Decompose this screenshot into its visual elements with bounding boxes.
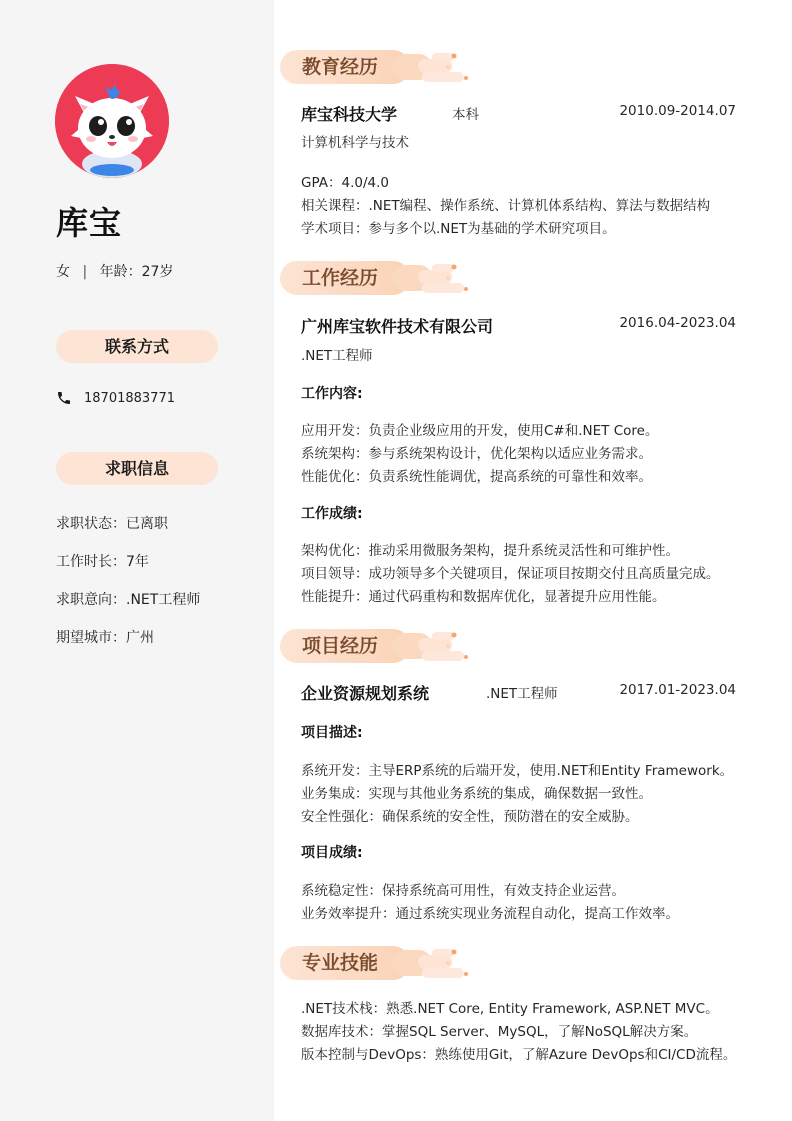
project-period: 2017.01-2023.04: [619, 682, 736, 698]
company-name: 广州库宝软件技术有限公司: [301, 317, 494, 336]
heading-decoration-icon: [392, 946, 482, 982]
project-result-item: 业务效率提升：通过系统实现业务流程自动化，提高工作效率。: [301, 906, 679, 922]
gender: 女: [56, 264, 70, 280]
work-heading: 工作经历: [280, 261, 410, 295]
education-section-header: [280, 50, 480, 84]
heading-decoration-icon: [392, 261, 482, 297]
sidebar: [0, 0, 274, 1121]
basic-info: [56, 261, 173, 281]
gpa: GPA：4.0/4.0: [301, 175, 389, 191]
work-result-item: 架构优化：推动采用微服务架构，提升系统灵活性和可维护性。: [301, 543, 679, 559]
project-result-item: 系统稳定性：保持系统高可用性，有效支持企业运营。: [301, 883, 625, 899]
contact-heading: 联系方式: [56, 330, 218, 363]
project-section-header: [280, 629, 480, 663]
school-name: 库宝科技大学: [301, 105, 398, 124]
job-status: 求职状态：已离职: [56, 516, 168, 532]
project-results-heading: 项目成绩:: [301, 845, 363, 861]
age: 年龄：27岁: [99, 264, 174, 280]
skill-item: 版本控制与DevOps：熟练使用Git，了解Azure DevOps和CI/CD流程。: [301, 1047, 737, 1063]
work-result-item: 性能提升：通过代码重构和数据库优化，显著提升应用性能。: [301, 589, 666, 605]
courses: 相关课程：.NET编程、操作系统、计算机体系结构、算法与数据结构: [301, 198, 711, 214]
skill-item: 数据库技术：掌握SQL Server、MySQL，了解NoSQL解决方案。: [301, 1024, 698, 1040]
phone-row: [56, 390, 175, 406]
project-desc-item: 系统开发：主导ERP系统的后端开发，使用.NET和Entity Framework。: [301, 763, 734, 779]
avatar: [55, 64, 169, 178]
project-role: .NET工程师: [486, 686, 558, 702]
cat-mascot-icon: [55, 64, 169, 178]
heading-decoration-icon: [392, 50, 482, 86]
major: 计算机科学与技术: [301, 135, 409, 151]
work-section-header: [280, 261, 480, 295]
work-role: .NET工程师: [301, 348, 373, 364]
job-intent: 求职意向：.NET工程师: [56, 592, 201, 608]
work-result-item: 项目领导：成功领导多个关键项目，保证项目按期交付且高质量完成。: [301, 566, 720, 582]
job-city: 期望城市：广州: [56, 630, 154, 646]
project-name: 企业资源规划系统: [301, 684, 430, 703]
academic-projects: 学术项目：参与多个以.NET为基础的学术研究项目。: [301, 221, 616, 237]
skills-section-header: [280, 946, 480, 980]
education-heading: 教育经历: [280, 50, 410, 84]
phone-icon: [56, 390, 72, 406]
skill-item: .NET技术栈：熟悉.NET Core, Entity Framework, ASP.NET MVC。: [301, 1001, 719, 1017]
education-period: 2010.09-2014.07: [619, 103, 736, 119]
project-desc-item: 安全性强化：确保系统的安全性，预防潜在的安全威胁。: [301, 809, 639, 825]
work-period: 2016.04-2023.04: [619, 315, 736, 331]
heading-decoration-icon: [392, 629, 482, 665]
separator: |: [82, 264, 88, 280]
work-content-item: 系统架构：参与系统架构设计，优化架构以适应业务需求。: [301, 446, 652, 462]
candidate-name: 库宝: [56, 204, 123, 242]
project-desc-item: 业务集成：实现与其他业务系统的集成，确保数据一致性。: [301, 786, 652, 802]
project-desc-heading: 项目描述:: [301, 725, 363, 741]
job-experience: 工作时长：7年: [56, 554, 149, 570]
degree: 本科: [452, 107, 479, 123]
work-content-item: 应用开发：负责企业级应用的开发，使用C#和.NET Core。: [301, 423, 659, 439]
project-heading: 项目经历: [280, 629, 410, 663]
work-content-heading: 工作内容:: [301, 386, 363, 402]
job-info-heading: 求职信息: [56, 452, 218, 485]
work-content-item: 性能优化：负责系统性能调优，提高系统的可靠性和效率。: [301, 469, 652, 485]
phone-number: 18701883771: [84, 390, 175, 406]
skills-heading: 专业技能: [280, 946, 410, 980]
work-results-heading: 工作成绩:: [301, 506, 363, 522]
